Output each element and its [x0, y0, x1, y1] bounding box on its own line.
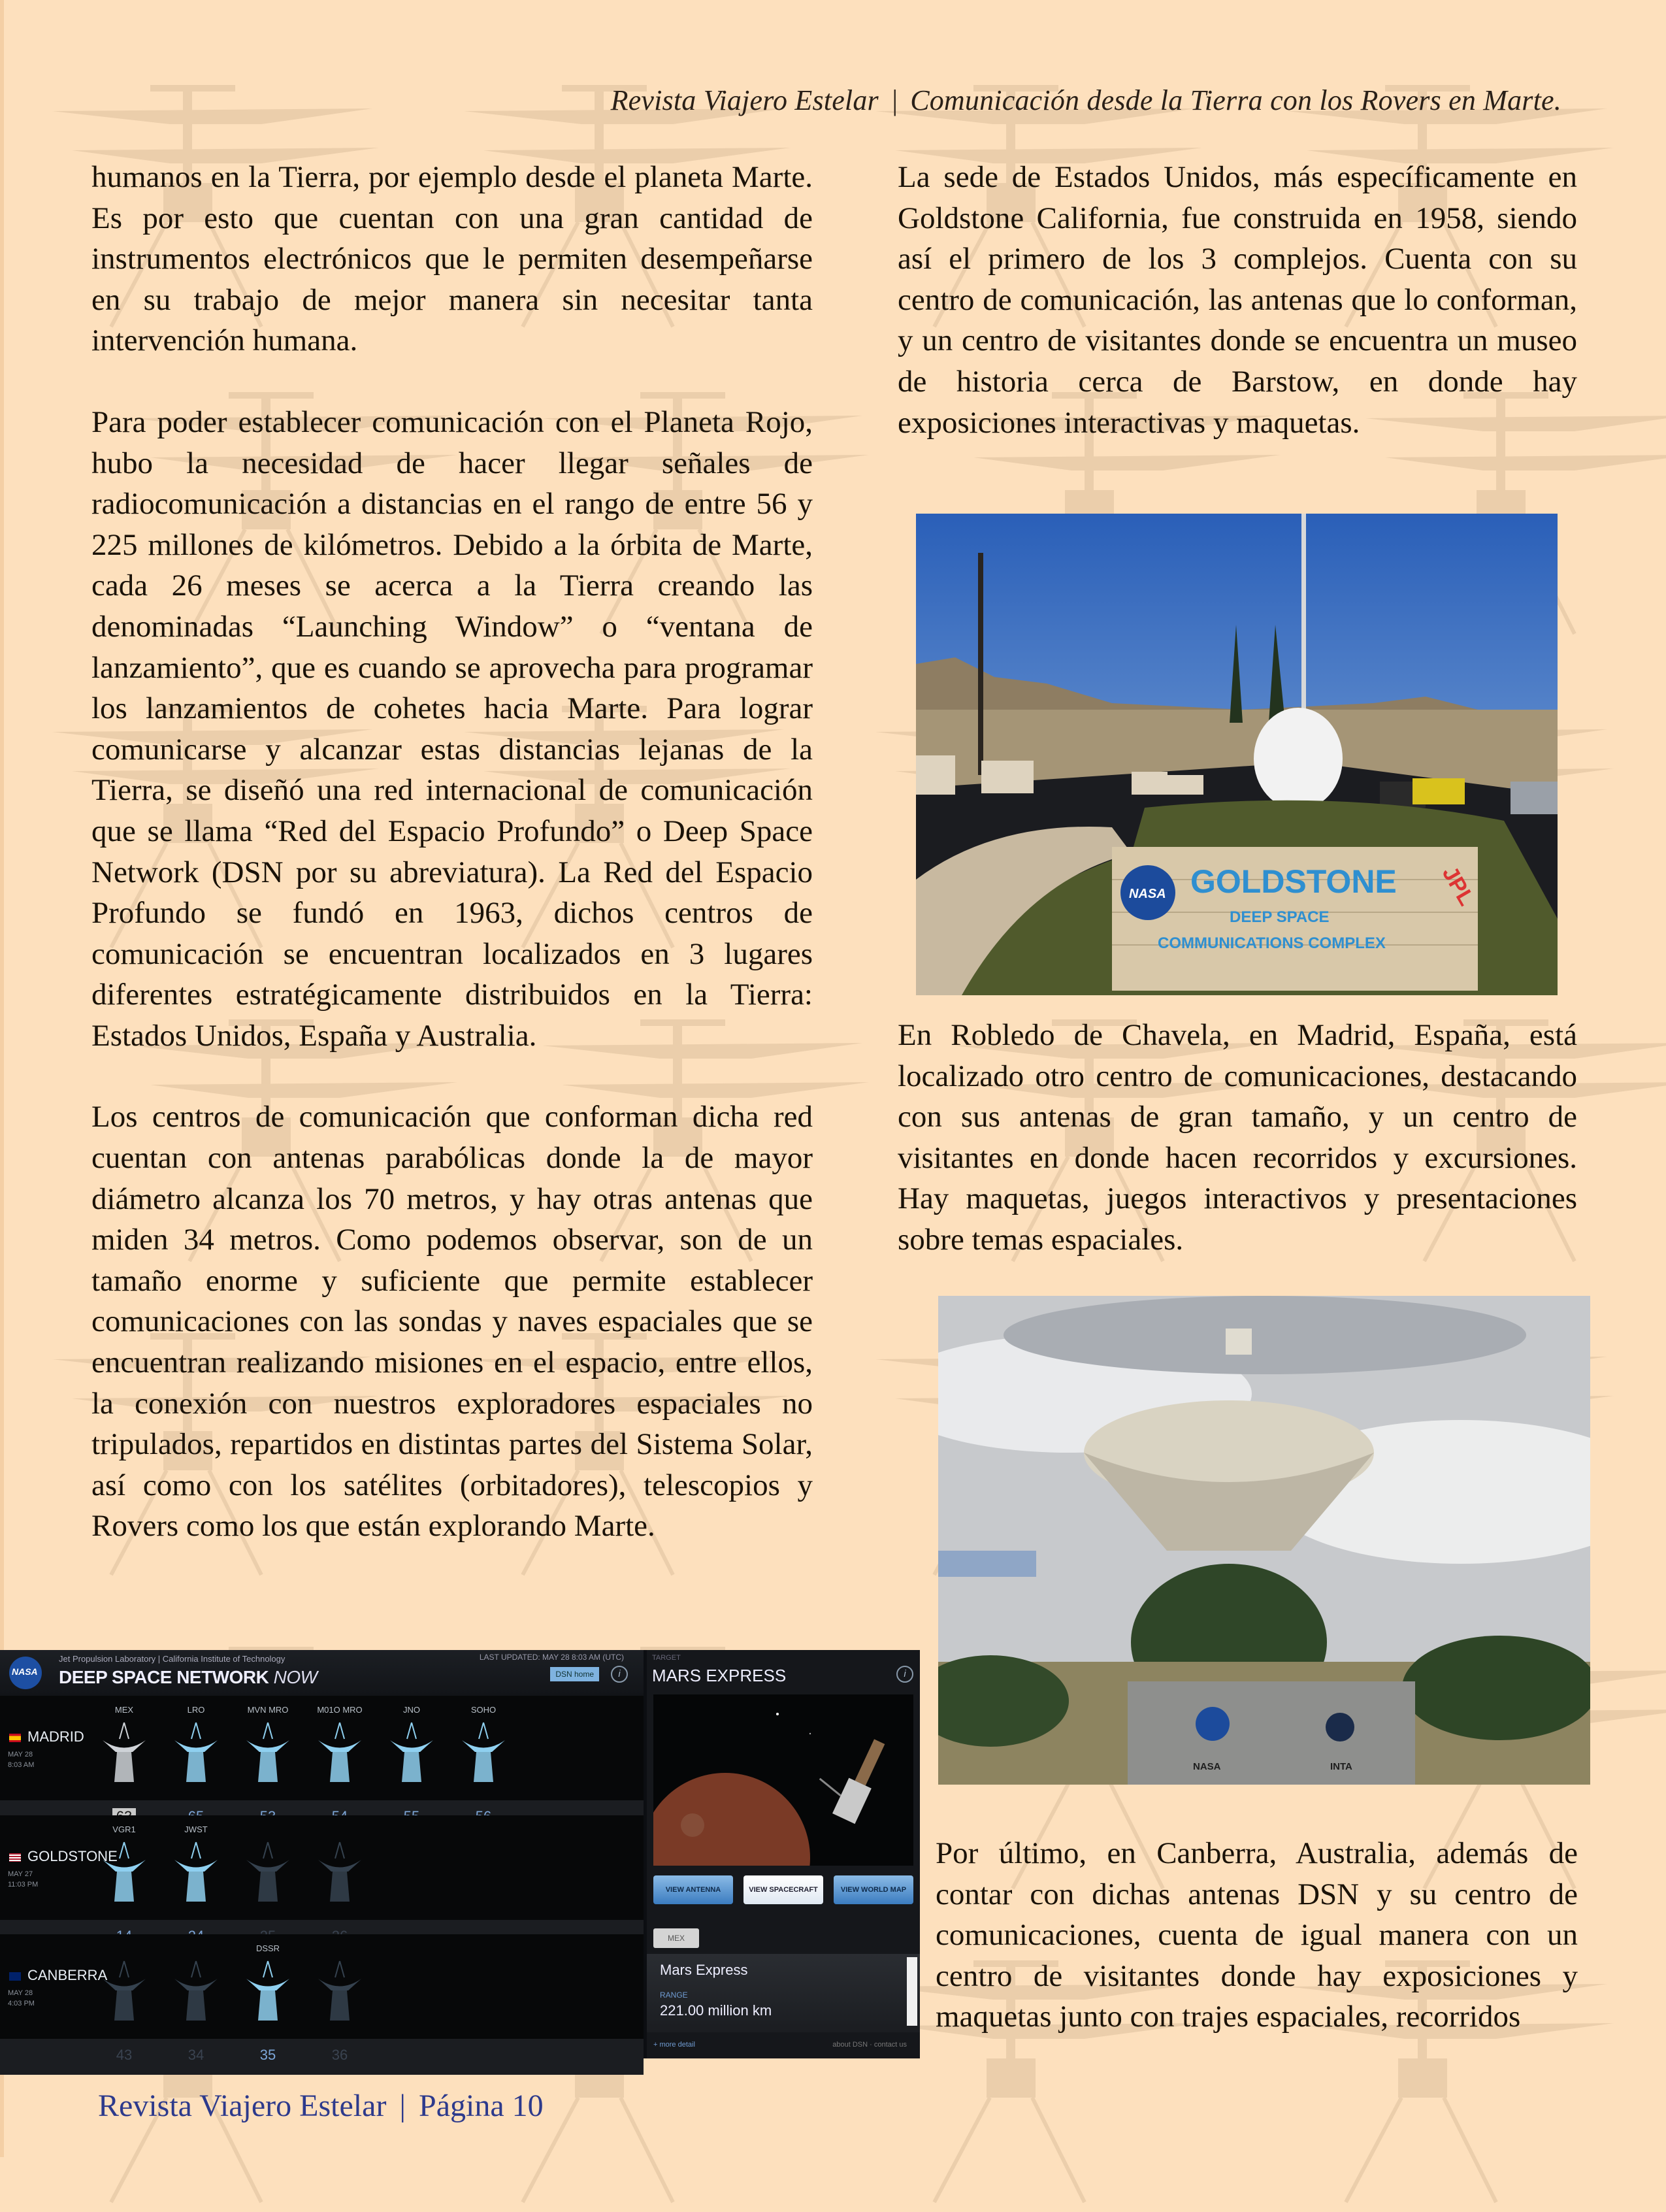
footer-magazine: Revista Viajero Estelar	[98, 2088, 387, 2123]
running-header	[611, 84, 1561, 117]
antenna-25[interactable]	[235, 1824, 301, 1904]
antenna-target-label: MVN MRO	[247, 1705, 289, 1715]
dsn-now-widget	[0, 1650, 920, 2063]
range-value: 221.00 million km	[660, 2002, 772, 2019]
antenna-dish-icon	[461, 1719, 506, 1785]
antenna-number: 35	[259, 2047, 276, 2063]
antenna-number: 43	[116, 2047, 133, 2063]
antenna-dish-icon	[173, 1719, 219, 1785]
spacecraft-view	[653, 1694, 913, 1866]
site-local-time: MAY 28 4:03 PM	[8, 1989, 35, 2007]
dsn-antenna-panel	[0, 1650, 644, 2063]
page-footer	[98, 2088, 544, 2124]
right-column-bottom	[936, 1833, 1578, 2078]
antenna-target-label: LRO	[187, 1705, 205, 1715]
site-local-time: MAY 28 8:03 AM	[8, 1751, 35, 1769]
svg-text:INTA: INTA	[1330, 1761, 1352, 1772]
right-column-top	[898, 157, 1577, 484]
antenna-55[interactable]	[379, 1705, 444, 1785]
craft-name: Mars Express	[660, 1962, 748, 1978]
antenna-target-label: DSSR	[255, 1943, 280, 1953]
antenna-target-label	[91, 1943, 157, 1955]
mars-planet-icon	[653, 1773, 810, 1866]
svg-text:NASA: NASA	[1129, 887, 1166, 901]
header-magazine: Revista Viajero Estelar	[610, 84, 879, 116]
last-updated: LAST UPDATED: MAY 28 8:03 AM (UTC)	[479, 1653, 624, 1662]
svg-text:NASA: NASA	[1193, 1761, 1221, 1772]
antenna-65[interactable]	[163, 1705, 229, 1785]
header-article-title: Comunicación desde la Tierra con los Rovers en Marte.	[910, 84, 1561, 116]
antenna-target-label	[307, 1943, 372, 1955]
antenna-dish-icon	[173, 1958, 219, 2023]
antenna-dish-icon	[245, 1958, 291, 2023]
antenna-target-label	[163, 1943, 229, 1955]
antenna-target-label: M01O MRO	[317, 1705, 363, 1715]
spacecraft-detail	[647, 1954, 920, 2032]
antenna-dish-icon	[317, 1839, 363, 1904]
antenna-target-label	[307, 1824, 372, 1836]
antenna-dish-icon	[245, 1839, 291, 1904]
spain-flag-icon	[9, 1734, 21, 1742]
paragraph-antennas: Los centros de comunicación que conforman dicha red cuentan con antenas parabólicas donde la de mayor diámetro alcanza los 70 metros, y hay otras antenas que miden 34 metros. Como podemos observar, son de un tamaño enorme y suficiente que permite establecer comunicaciones con las sondas y naves espaciales que se encuentran realizando misiones en el espacio, entre ellos, la conexión con nuestros exploradores espaciales no tripulados, repartidos en distintas partes del Sistema Solar, así como con los satélites (orbitadores), telescopios y Rovers como los que están explorando Marte.	[91, 1100, 813, 1543]
antenna-target-label: JWST	[184, 1824, 208, 1834]
view-buttons	[653, 1875, 913, 1904]
spacecraft-icon	[809, 1725, 891, 1824]
antenna-dish-icon	[101, 1839, 147, 1904]
about-contact-links[interactable]: about DSN · contact us	[832, 2041, 907, 2049]
antenna-number: 36	[331, 2047, 348, 2063]
antenna-dish-icon	[173, 1839, 219, 1904]
antenna-target-label: JNO	[403, 1705, 420, 1715]
antenna-target-label: VGR1	[112, 1824, 136, 1834]
site-name: GOLDSTONE	[9, 1848, 118, 1865]
dsn-header	[0, 1650, 644, 1696]
target-label: TARGET	[652, 1654, 681, 1662]
antenna-dish-icon	[245, 1719, 291, 1785]
paragraph-distances: Para poder establecer comunicación con el Planeta Rojo, hubo la necesidad de hacer llegar señales de radiocomunicación a distancias en el rango de entre 56 y 225 millones de kilómetros. Debido a la órbita de Marte, cada 26 meses se acerca a la Tierra creando las denominadas “Launching Window” o “ventana de lanzamiento”, que es cuando se aprovecha para programar los lanzamientos de cohetes hacia Marte. Para lograr comunicarse y alcanzar estas distancias lejanas de la Tierra, se diseñó una red internacional de comunicación que se llama “Red del Espacio Profundo” o Deep Space Network (DSN por su abreviatura). La Red del Espacio Profundo se fundó en 1963, dichos centros de comunicación se encuentran localizados en 3 lugares diferentes estratégicamente distribuidos en la Tierra: Estados Unidos, España y Australia.	[91, 404, 813, 1053]
dsn-target-panel	[647, 1650, 920, 2058]
antenna-36[interactable]	[307, 1943, 372, 2023]
antenna-63[interactable]	[91, 1705, 157, 1785]
spacecraft-chip[interactable]: MEX	[653, 1928, 699, 1948]
right-column-middle	[898, 1015, 1577, 1301]
svg-text:DEEP SPACE: DEEP SPACE	[1230, 908, 1330, 926]
antenna-34[interactable]	[163, 1943, 229, 2023]
usa-flag-icon	[9, 1853, 21, 1862]
svg-text:JPL: JPL	[1437, 862, 1479, 910]
antenna-24[interactable]	[163, 1824, 229, 1904]
dsn-home-button[interactable]: DSN home	[550, 1667, 599, 1681]
target-name: MARS EXPRESS	[652, 1666, 787, 1685]
nasa-logo-icon	[1196, 1707, 1230, 1741]
antenna-target-label: MEX	[114, 1705, 134, 1715]
detail-scrollbar[interactable]	[907, 1957, 917, 2026]
paragraph-intro: humanos en la Tierra, por ejemplo desde el planeta Marte. Es por esto que cuentan con una gran cantidad de instrumentos electrónicos que le permiten desempeñarse en su trabajo de mejor manera sin necesitar tanta intervención humana.	[91, 160, 813, 358]
site-name: CANBERRA	[9, 1967, 107, 1984]
australia-flag-icon	[9, 1972, 21, 1981]
range-label: RANGE	[660, 1990, 688, 2000]
madrid-photo	[938, 1296, 1590, 1785]
antenna-dish-icon	[317, 1719, 363, 1785]
footer-separator: |	[399, 2088, 406, 2123]
goldstone-photo	[916, 514, 1558, 995]
view-antenna-button[interactable]: VIEW ANTENNA	[653, 1875, 733, 1904]
antenna-26[interactable]	[307, 1824, 372, 1904]
antenna-dish-icon	[101, 1719, 147, 1785]
svg-text:GOLDSTONE: GOLDSTONE	[1190, 863, 1397, 900]
site-name: MADRID	[9, 1728, 84, 1745]
left-column	[91, 157, 813, 1587]
paragraph-canberra: Por último, en Canberra, Australia, además de contar con dichas antenas DSN y su centro de comunicaciones, cuenta de igual manera con un centro de visitantes donde hay exposiciones y maquetas junto con trajes espaciales, recorridos	[936, 1836, 1578, 2034]
paragraph-goldstone: La sede de Estados Unidos, más específicamente en Goldstone California, fue construida en 1958, siendo así el primero de los 3 complejos. Cuenta con su centro de comunicación, las antenas que lo conforman, y un centro de visitantes donde se encuentra un museo de historia cerca de Barstow, en donde hay exposiciones interactivas y maquetas.	[898, 160, 1577, 440]
inta-logo-icon	[1326, 1713, 1354, 1742]
antenna-14[interactable]	[91, 1824, 157, 1904]
header-separator: |	[890, 84, 899, 116]
site-local-time: MAY 27 11:03 PM	[8, 1870, 39, 1889]
antenna-54[interactable]	[307, 1705, 372, 1785]
target-info-icon[interactable]: i	[896, 1666, 913, 1683]
more-detail-link[interactable]: + more detail	[653, 2041, 695, 2049]
antenna-number: 34	[188, 2047, 204, 2063]
view-spacecraft-button[interactable]: VIEW SPACECRAFT	[743, 1875, 823, 1904]
antenna-target-label: SOHO	[470, 1705, 497, 1715]
view-world-map-button[interactable]: VIEW WORLD MAP	[834, 1875, 913, 1904]
dsn-title: DEEP SPACE NETWORK NOW	[59, 1667, 318, 1687]
jpl-caltech-line: Jet Propulsion Laboratory | California Institute of Technology	[59, 1654, 286, 1664]
antenna-dish-icon	[317, 1958, 363, 2023]
antenna-53[interactable]	[235, 1705, 301, 1785]
antenna-dish-icon	[101, 1958, 147, 2023]
antenna-dish-icon	[389, 1719, 434, 1785]
antenna-56[interactable]	[451, 1705, 516, 1785]
info-icon[interactable]: i	[611, 1666, 628, 1683]
nasa-logo-icon: NASA	[9, 1657, 42, 1689]
antenna-target-label	[235, 1824, 301, 1836]
antenna-43[interactable]	[91, 1943, 157, 2023]
page-number: Página 10	[419, 2088, 544, 2123]
svg-text:COMMUNICATIONS COMPLEX: COMMUNICATIONS COMPLEX	[1158, 934, 1386, 952]
paragraph-madrid: En Robledo de Chavela, en Madrid, España, está localizado otro centro de comunicaciones, destacando con sus antenas de gran tamaño, y un centro de visitantes en donde hacen recorridos y excursiones. Hay maquetas, juegos interactivos y presentaciones sobre temas espaciales.	[898, 1018, 1577, 1257]
antenna-35[interactable]	[235, 1943, 301, 2023]
